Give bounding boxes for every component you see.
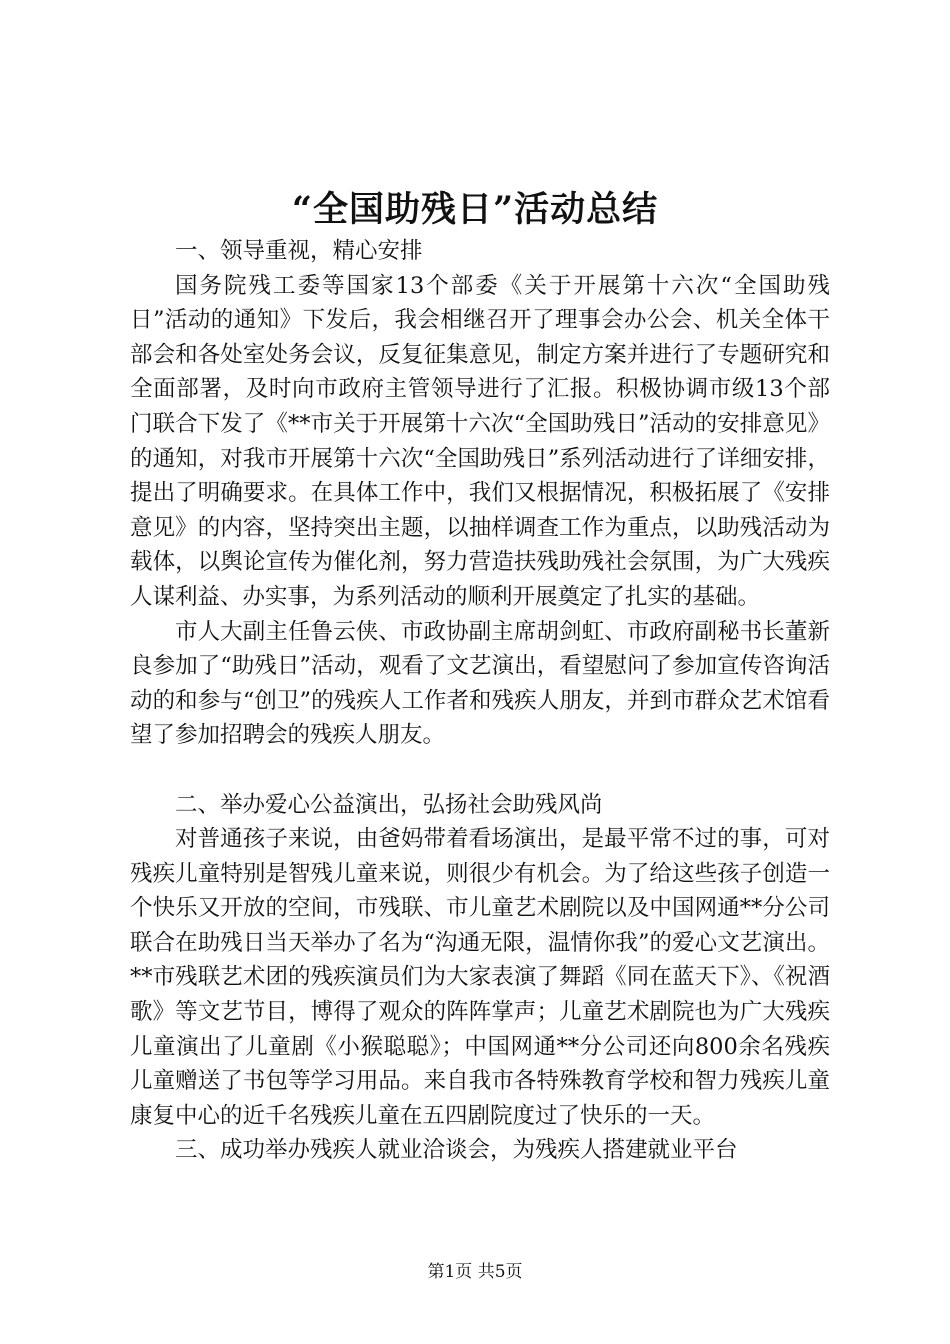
section-1-paragraph-2: 市人大副主任鲁云侠、市政协副主席胡剑虹、市政府副秘书长董新良参加了“助残日”活动，观看了文艺演出，看望慰问了参加宣传咨询活动的和参与“创卫”的残疾人工作者和残疾人朋友，并到市群众艺术馆看望了参加招聘会的残疾人朋友。 [130, 618, 830, 749]
section-1-paragraph-1: 国务院残工委等国家13个部委《关于开展第十六次“全国助残日”活动的通知》下发后，我会相继召开了理事会办公会、机关全体干部会和各处室处务会议，反复征集意见，制定方案并进行了专题研究和全面部署，及时向市政府主管领导进行了汇报。积极协调市级13个部门联合下发了《**市关于开展第十六次“全国助残日”活动的安排意见》的通知，对我市开展第十六次“全国助残日”系列活动进行了详细安排，提出了明确要求。在具体工作中，我们又根据情况，积极拓展了《安排意见》的内容，坚持突出主题，以抽样调查工作为重点，以助残活动为载体，以舆论宣传为催化剂，努力营造扶残助残社会氛围，为广大残疾人谋利益、办实事，为系列活动的顺利开展奠定了扎实的基础。 [130, 272, 830, 610]
page-footer: 第1页 共5页 [427, 1262, 523, 1282]
section-heading-3: 三、成功举办残疾人就业洽谈会，为残疾人搭建就业平台 [175, 1137, 738, 1164]
section-heading-1: 一、领导重视，精心安排 [175, 238, 423, 264]
document-body [130, 234, 830, 1168]
section-heading-2: 二、举办爱心公益演出，弘扬社会助残风尚 [175, 791, 603, 818]
document-title: “全国助残日”活动总结 [291, 189, 659, 230]
paragraph-spacer [130, 753, 830, 788]
section-2-paragraph-1: 对普通孩子来说，由爸妈带着看场演出，是最平常不过的事，可对残疾儿童特别是智残儿童来说，则很少有机会。为了给这些孩子创造一个快乐又开放的空间，市残联、市儿童艺术剧院以及中国网通**分公司联合在助残日当天举办了名为“沟通无限，温情你我”的爱心文艺演出。**市残联艺术团的残疾演员们为大家表演了舞蹈《同在蓝天下》、《祝酒歌》等文艺节目，博得了观众的阵阵掌声；儿童艺术剧院也为广大残疾儿童演出了儿童剧《小猴聪聪》；中国网通**分公司还向800余名残疾儿童赠送了书包等学习用品。来自我市各特殊教育学校和智力残疾儿童康复中心的近千名残疾儿童在五四剧院度过了快乐的一天。 [130, 826, 830, 1129]
